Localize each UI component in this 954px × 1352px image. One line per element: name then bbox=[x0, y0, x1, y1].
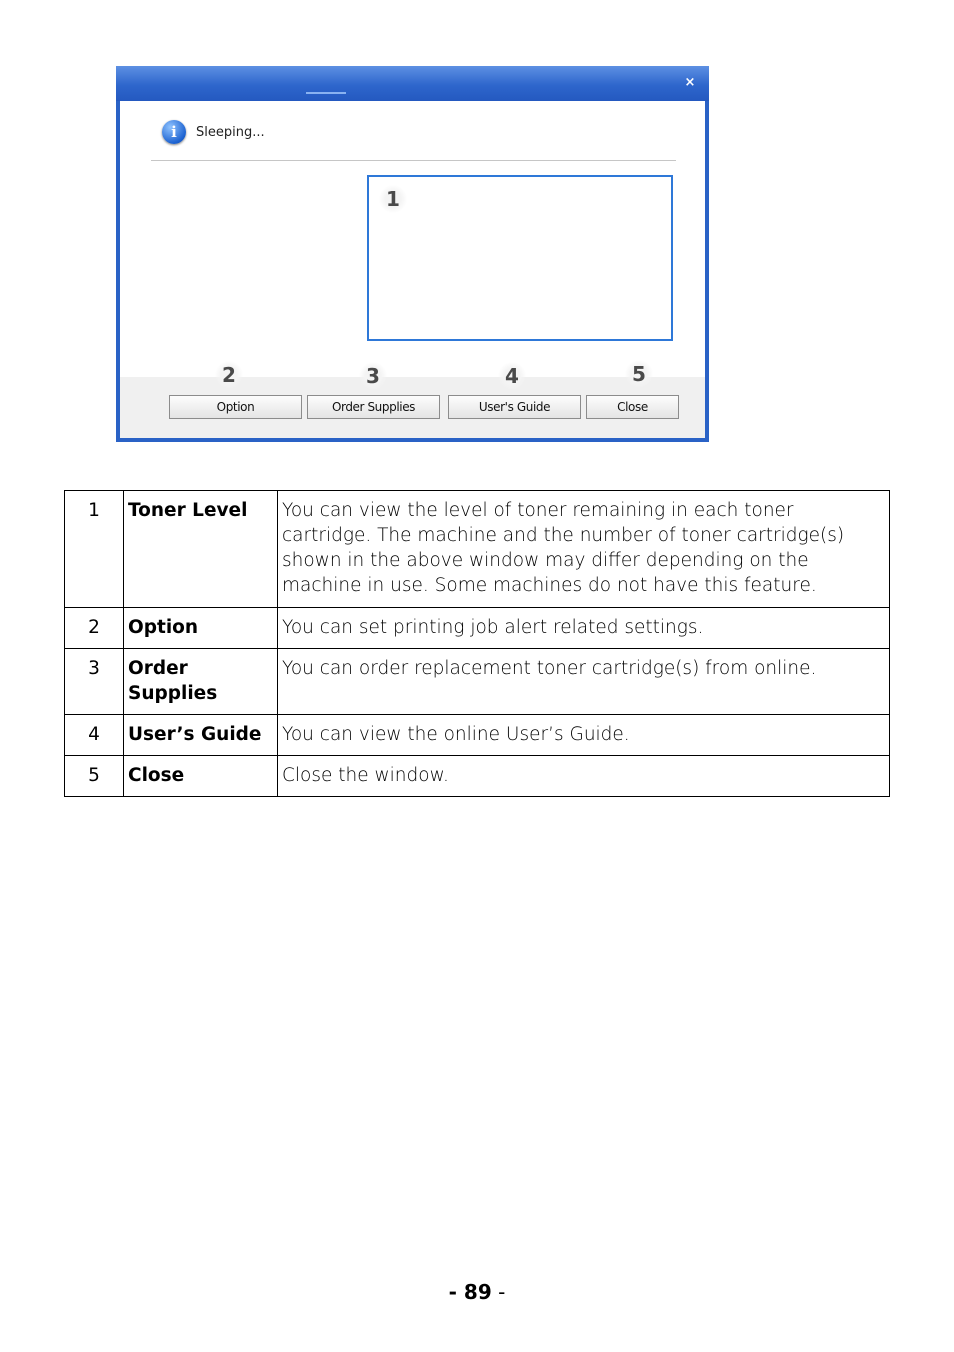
row-description: You can view the level of toner remaining in each toner cartridge. The machine and the number of toner cartridge(s) shown in the above window may differ depending on the machine in use. Some machines do not have this feature. bbox=[278, 491, 890, 608]
page-number: - 89 - bbox=[448, 1280, 506, 1304]
row-number: 2 bbox=[65, 608, 124, 649]
row-number: 1 bbox=[65, 491, 124, 608]
table-row bbox=[65, 649, 890, 715]
row-number: 3 bbox=[65, 649, 124, 715]
callout-5: 5 bbox=[625, 360, 653, 388]
row-name: Order Supplies bbox=[124, 649, 278, 715]
row-name: Option bbox=[124, 608, 278, 649]
row-number: 4 bbox=[65, 715, 124, 756]
row-name: Close bbox=[124, 756, 278, 797]
row-name: Toner Level bbox=[124, 491, 278, 608]
close-button[interactable]: Close bbox=[586, 395, 679, 419]
callout-2: 2 bbox=[215, 361, 243, 389]
row-name: User’s Guide bbox=[124, 715, 278, 756]
window-title-bar bbox=[116, 66, 709, 101]
toner-level-area bbox=[367, 175, 673, 341]
info-icon: i bbox=[162, 120, 186, 144]
status-window-screenshot bbox=[116, 66, 709, 442]
option-button[interactable]: Option bbox=[169, 395, 302, 419]
window-client-area bbox=[120, 101, 705, 438]
table-row bbox=[65, 491, 890, 608]
row-description: You can set printing job alert related settings. bbox=[278, 608, 890, 649]
callout-3: 3 bbox=[359, 362, 387, 390]
users-guide-button[interactable]: User's Guide bbox=[448, 395, 581, 419]
separator bbox=[151, 160, 676, 161]
callout-4: 4 bbox=[498, 362, 526, 390]
row-description: You can view the online User’s Guide. bbox=[278, 715, 890, 756]
close-icon[interactable]: × bbox=[684, 75, 696, 90]
callout-1: 1 bbox=[379, 185, 407, 213]
row-number: 5 bbox=[65, 756, 124, 797]
row-description: Close the window. bbox=[278, 756, 890, 797]
order-supplies-button[interactable]: Order Supplies bbox=[307, 395, 440, 419]
legend-table bbox=[64, 490, 890, 797]
table-row bbox=[65, 608, 890, 649]
row-description: You can order replacement toner cartridge(s) from online. bbox=[278, 649, 890, 715]
status-row bbox=[162, 119, 265, 145]
status-text: Sleeping... bbox=[196, 124, 265, 140]
table-row bbox=[65, 715, 890, 756]
table-row bbox=[65, 756, 890, 797]
